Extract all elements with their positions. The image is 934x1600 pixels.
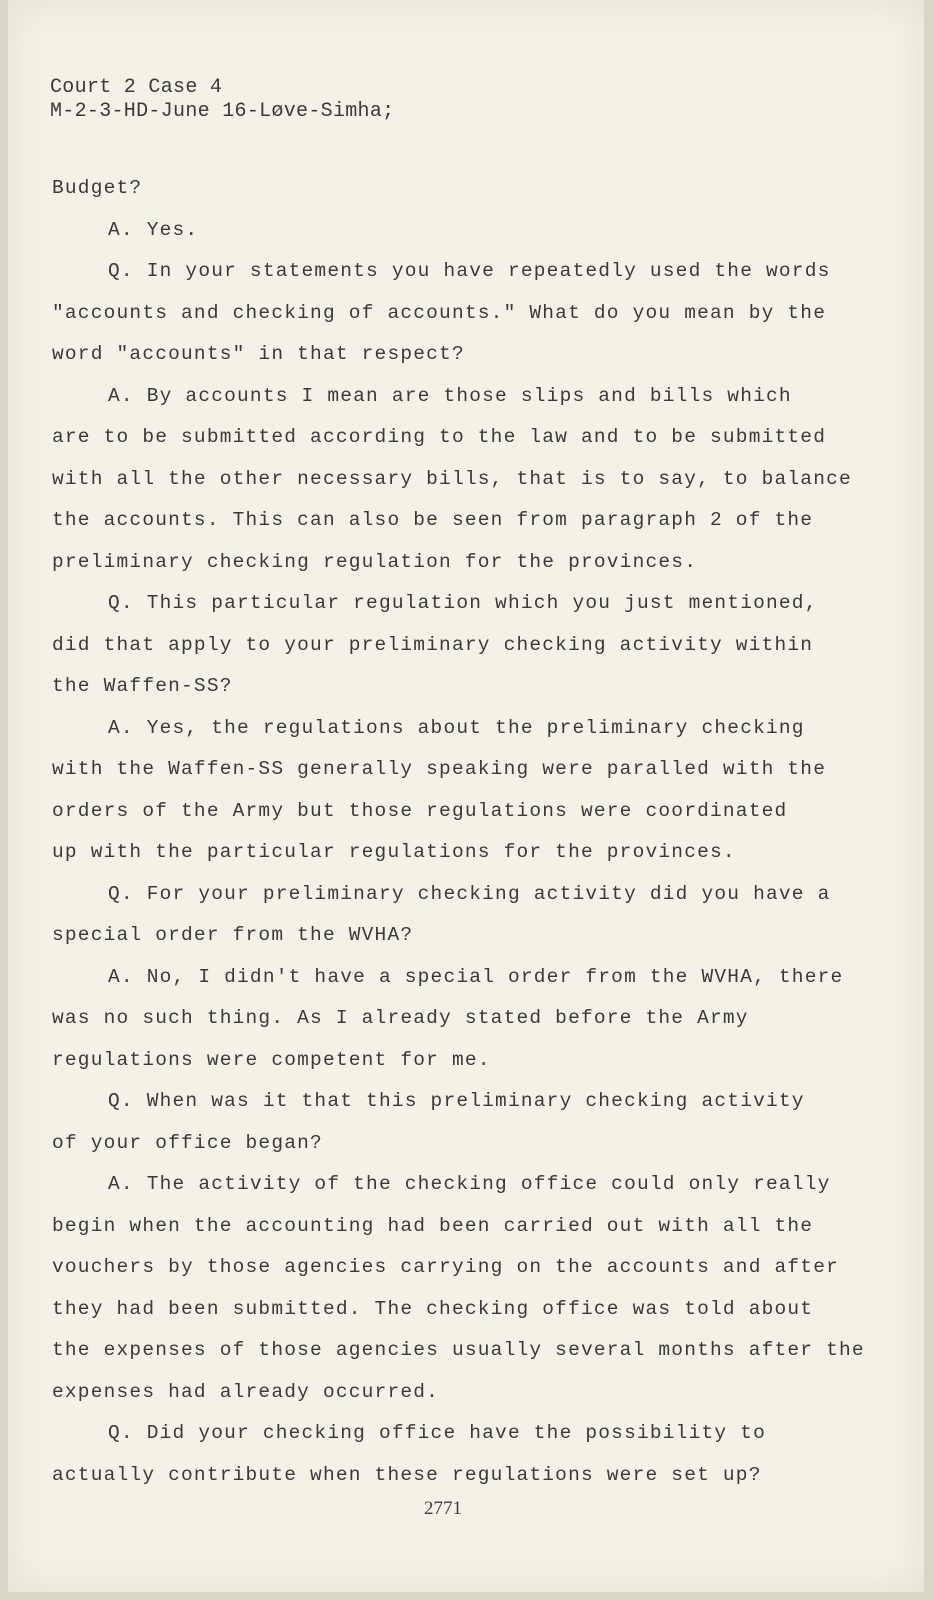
transcript-line: actually contribute when these regulations were set up? [52,1463,762,1486]
transcript-line: A. Yes. [108,218,199,241]
transcript-line: the Waffen-SS? [52,675,233,697]
header-session-info: M-2-3-HD-June 16-Løve-Simha; [50,100,395,123]
transcript-line: are to be submitted according to the law and to be submitted [52,426,827,448]
transcript-line: A. By accounts I mean are those slips and bills which [108,384,792,407]
transcript-line: Q. In your statements you have repeatedly used the words [108,260,831,282]
transcript-line: preliminary checking regulation for the provinces. [52,550,698,573]
document-header [50,76,394,124]
transcript-line: was no such thing. As I already stated before the Army [52,1007,749,1029]
transcript-line: "accounts and checking of accounts." What do you mean by the [52,301,827,324]
transcript-line: with the Waffen-SS generally speaking were paralled with the [52,758,827,780]
transcript-line: word "accounts" in that respect? [52,343,465,365]
transcript-line: Q. For your preliminary checking activity did you have a [108,882,831,905]
transcript-line: Budget? [52,177,143,199]
transcript-line: of your office began? [52,1131,323,1154]
page-number: 2771 [424,1498,462,1519]
transcript-body [52,168,865,1496]
transcript-line: begin when the accounting had been carried out with all the [52,1214,814,1237]
transcript-line: special order from the WVHA? [52,924,414,946]
header-court-case: Court 2 Case 4 [50,76,223,99]
transcript-line: A. No, I didn't have a special order from the WVHA, there [108,965,844,988]
transcript-line: the accounts. This can also be seen from paragraph 2 of the [52,509,814,531]
transcript-line: up with the particular regulations for the provinces. [52,841,736,863]
transcript-line: Q. Did your checking office have the possibility to [108,1422,766,1444]
transcript-line: orders of the Army but those regulations were coordinated [52,799,788,822]
transcript-line: A. Yes, the regulations about the preliminary checking [108,716,805,739]
transcript-line: A. The activity of the checking office could only really [108,1173,831,1195]
transcript-line: Q. When was it that this preliminary checking activity [108,1090,805,1112]
transcript-line: the expenses of those agencies usually several months after the [52,1339,865,1361]
document-page [8,0,924,1592]
transcript-line: they had been submitted. The checking office was told about [52,1297,814,1320]
transcript-line: expenses had already occurred. [52,1380,440,1403]
transcript-line: with all the other necessary bills, that is to say, to balance [52,467,852,490]
transcript-line: regulations were competent for me. [52,1048,491,1071]
transcript-line: did that apply to your preliminary checking activity within [52,633,814,656]
transcript-line: vouchers by those agencies carrying on the accounts and after [52,1256,840,1278]
transcript-line: Q. This particular regulation which you just mentioned, [108,592,818,614]
